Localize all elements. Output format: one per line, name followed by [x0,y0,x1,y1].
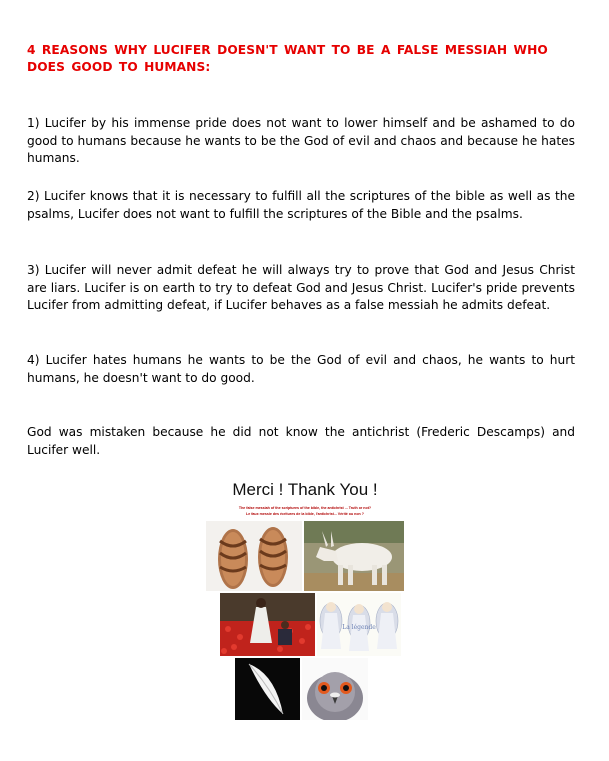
collage-caption-english: The false messiah of the scriptures of the bible, the antichrist ... Truth or not? [238,506,372,510]
paragraph-conclusion: God was mistaken because he did not know the antichrist (Frederic Descamps) and Lucifer well. [27,425,575,457]
donkey-image [304,521,404,591]
paragraph-reason-1: 1) Lucifer by his immense pride does not want to lower himself and be ashamed to do good to humans because he wants to be the God of evil and chaos and because he hates humans. [27,116,575,165]
image-collage [204,476,406,721]
angels-caption: La légende [342,624,376,631]
paragraph-reason-4: 4) Lucifer hates humans he wants to be the God of evil and chaos, he wants to hurt humans, he doesn't want to do good. [27,353,575,385]
pigeon-image [302,658,368,720]
paragraph-reason-2: 2) Lucifer knows that it is necessary to fulfill all the scriptures of the bible as well as the psalms, Lucifer does not want to fulfill the scriptures of the Bible and the psalms. [27,189,575,221]
document-title: 4 REASONS WHY LUCIFER DOESN'T WANT TO BE A FALSE MESSIAH WHO DOES GOOD TO HUMANS: [27,43,548,74]
paragraph-reason-3: 3) Lucifer will never admit defeat he will always try to prove that God and Jesus Christ are liars. Lucifer is on earth to try to defeat God and Jesus Christ. Lucifer's pride prevents Lucifer from admitting defeat, if Lucifer behaves as a false messiah he admits defeat. [27,263,575,312]
collage-caption-french: Le faux messie des écritures de la bible, l'antichrist... Vérité ou non ? [246,512,364,516]
angels-image [317,593,401,656]
feather-image [235,658,300,720]
sandals-image [206,521,302,591]
rose-field-image [220,593,315,656]
collage-heading: Merci ! Thank You ! [232,480,378,499]
